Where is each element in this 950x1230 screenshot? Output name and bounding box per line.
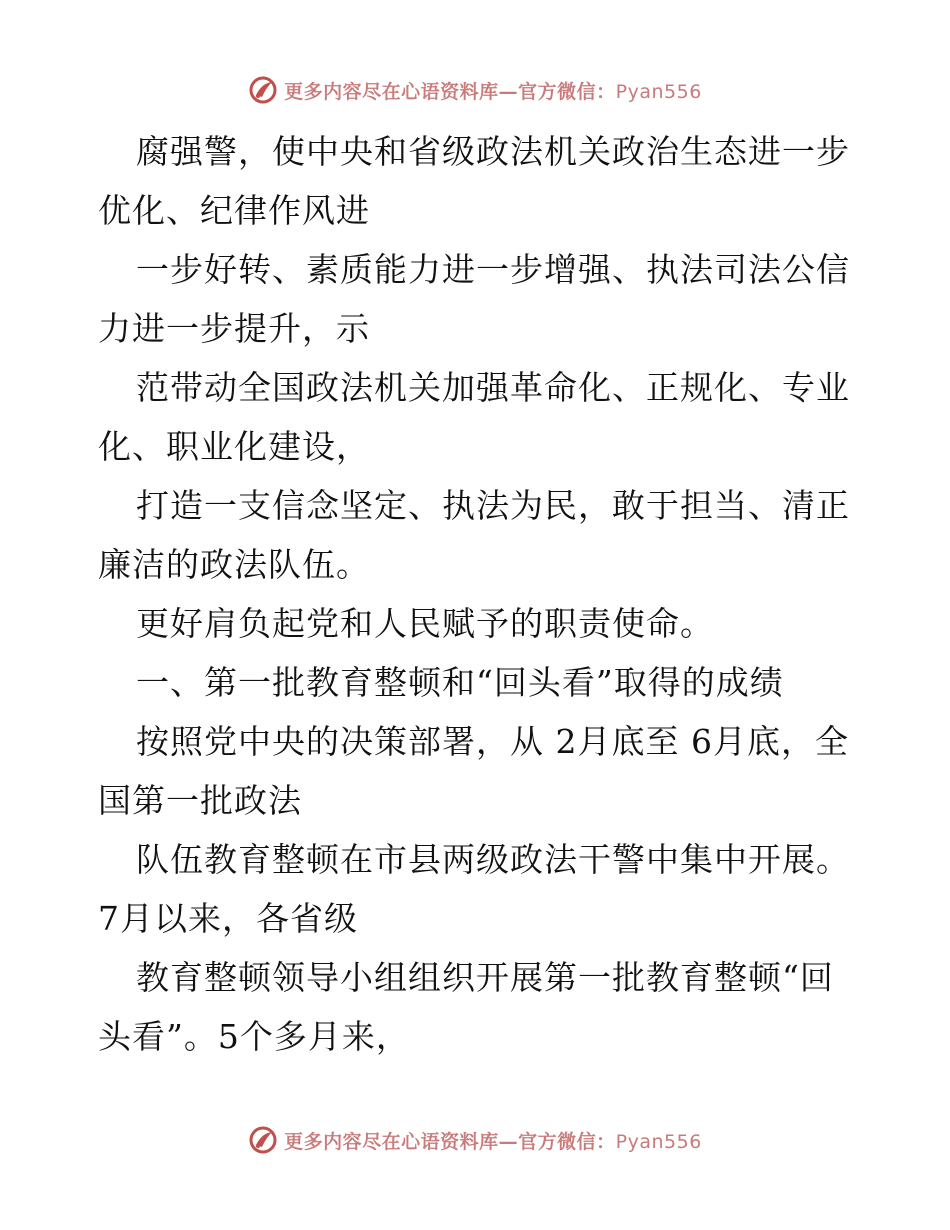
paragraph: 范带动全国政法机关加强革命化、正规化、专业化、职业化建设， <box>98 368 850 466</box>
watermark-footer <box>0 1120 950 1160</box>
watermark-text: 更多内容尽在心语资料库—官方微信：Pyan556 <box>284 1130 702 1153</box>
paragraph: 打造一支信念坚定、执法为民，敢于担当、清正廉洁的政法队伍。 <box>98 486 850 584</box>
paragraph: 队伍教育整顿在市县两级政法干警中集中开展。7月以来，各省级 <box>98 840 850 938</box>
watermark-text: 更多内容尽在心语资料库—官方微信：Pyan556 <box>284 80 702 103</box>
brand-logo-icon <box>248 75 278 105</box>
paragraph: 更好肩负起党和人民赋予的职责使命。 <box>136 604 714 643</box>
paragraph: 一步好转、素质能力进一步增强、执法司法公信力进一步提升，示 <box>98 250 850 348</box>
document-body <box>98 122 858 1066</box>
watermark-wechat-id: Pyan556 <box>615 80 702 103</box>
section-heading: 一、第一批教育整顿和“回头看”取得的成绩 <box>136 663 784 702</box>
paragraph: 按照党中央的决策部署，从 2月底至 6月底，全国第一批政法 <box>98 722 849 820</box>
paragraph: 腐强警，使中央和省级政法机关政治生态进一步优化、纪律作风进 <box>98 132 850 230</box>
watermark-wechat-id: Pyan556 <box>615 1130 702 1153</box>
brand-logo-icon <box>248 1125 278 1155</box>
paragraph: 教育整顿领导小组组织开展第一批教育整顿“回头看”。5个多月来， <box>98 958 834 1056</box>
watermark-header <box>0 70 950 110</box>
